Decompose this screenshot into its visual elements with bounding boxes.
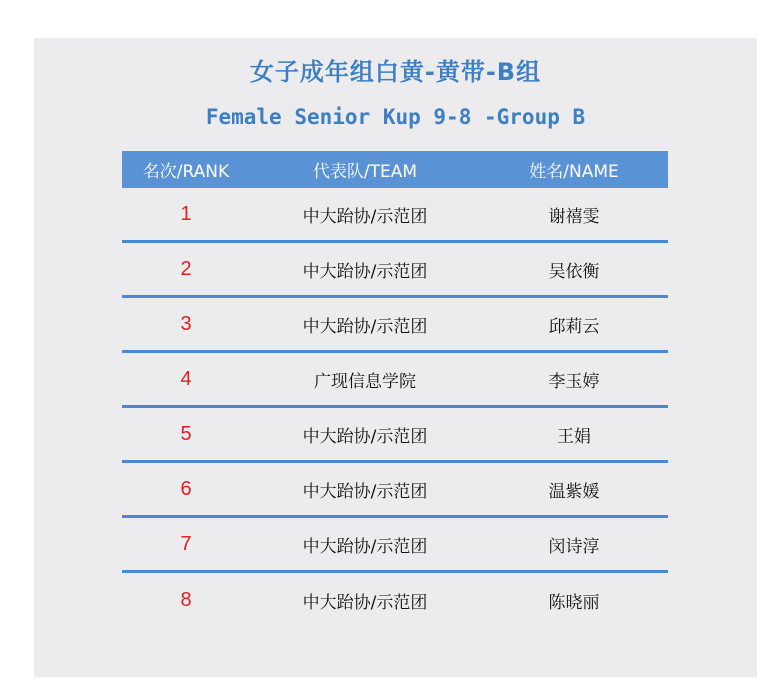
rank-cell: 3: [180, 312, 192, 335]
table-row: [122, 353, 668, 408]
table-row: [122, 463, 668, 518]
table-row: [122, 408, 668, 463]
team-cell: 中大跆协/示范团: [302, 316, 428, 337]
rank-cell: 2: [180, 257, 192, 280]
title-english: Female Senior Kup 9-8 -Group B: [205, 105, 586, 129]
table-header: [122, 151, 668, 188]
name-cell: 王娟: [557, 426, 591, 447]
rank-cell: 1: [180, 202, 192, 225]
rank-cell: 4: [180, 367, 192, 390]
title-chinese: 女子成年组白黄-黄带-B组: [249, 58, 542, 86]
name-cell: 李玉婷: [548, 371, 600, 392]
results-panel: [34, 38, 757, 677]
rank-cell: 8: [180, 589, 192, 611]
team-cell: 中大跆协/示范团: [302, 206, 428, 227]
name-cell: 邱莉云: [548, 316, 600, 337]
name-cell: 闵诗淳: [548, 536, 600, 557]
team-cell: 中大跆协/示范团: [302, 536, 428, 557]
rank-cell: 5: [180, 422, 192, 445]
team-cell: 中大跆协/示范团: [302, 481, 428, 502]
team-cell: 广现信息学院: [314, 371, 416, 392]
name-cell: 陈晓丽: [548, 593, 600, 613]
table-row: [122, 518, 668, 573]
name-cell: 温紫媛: [548, 481, 600, 502]
table-row: [122, 298, 668, 353]
results-table: [122, 151, 668, 628]
table-row: [122, 573, 668, 628]
team-cell: 中大跆协/示范团: [302, 426, 428, 447]
team-cell: 中大跆协/示范团: [302, 261, 428, 282]
rank-cell: 7: [180, 532, 192, 555]
team-cell: 中大跆协/示范团: [302, 593, 428, 613]
table-row: [122, 188, 668, 243]
table-row: [122, 243, 668, 298]
header-name: 姓名/NAME: [529, 162, 619, 182]
name-cell: 谢禧雯: [548, 206, 600, 227]
name-cell: 吴依衡: [548, 261, 600, 282]
header-team: 代表队/TEAM: [312, 162, 418, 182]
header-rank: 名次/RANK: [142, 162, 230, 182]
rank-cell: 6: [180, 477, 192, 500]
